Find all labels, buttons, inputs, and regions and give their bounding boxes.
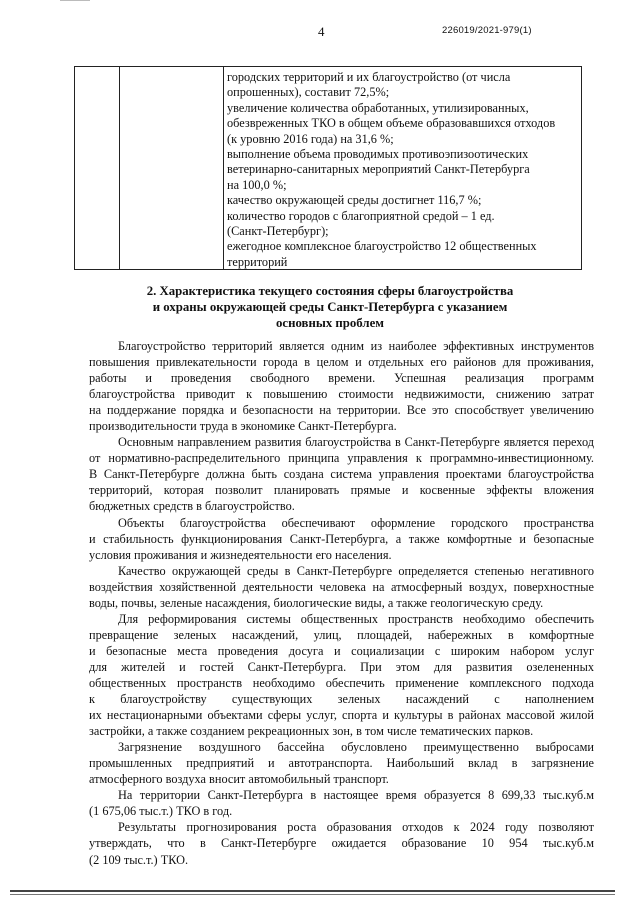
body-line: воды, почвы, зеленые насаждения, биологические виды, а также геологическую среду. [89, 595, 544, 610]
body-line: атмосферного воздуха вносит автомобильный транспорт. [89, 772, 389, 787]
table-text-line: (к уровню 2016 года) на 31,6 %; [227, 131, 394, 146]
document-id: 226019/2021-979(1) [442, 25, 532, 36]
page-bottom-rule [10, 890, 615, 892]
body-line: их нестационарными объектами сферы услуг, спорта и культуры в районах массовой жилой [89, 708, 594, 723]
table-text-line: качество окружающей среды достигнет 116,7 %; [227, 193, 482, 208]
body-line: повышения привлекательности города в целом и отдельных его районов для проживания, [89, 355, 594, 370]
body-line: условия проживания и жизнедеятельности его населения. [89, 547, 392, 562]
body-line: от нормативно-распределительного принципа управления к программно-инвестиционному. [89, 451, 594, 466]
body-line: бюджетных средств в благоустройство. [89, 499, 295, 514]
body-line: В Санкт-Петербурге должна быть создана система управления проектами благоустройства [89, 467, 594, 482]
body-line: и безопасные места проведения досуга и социализации с широким набором услуг [89, 643, 594, 658]
table-cell-indicators [227, 70, 577, 270]
body-line: работы и проведения свободного времени. Успешная реализация программ [89, 371, 594, 386]
targets-table [74, 66, 582, 270]
body-line: Основным направлением развития благоустройства в Санкт-Петербурге является переход [118, 435, 594, 450]
table-text-line: на 100,0 %; [227, 177, 287, 192]
page-bottom-rule-thin [10, 894, 615, 895]
body-line: (1 675,06 тыс.т.) ТКО в год. [89, 804, 233, 819]
body-line: Объекты благоустройства обеспечивают оформление городского пространства [118, 515, 594, 530]
body-line: На территории Санкт-Петербурга в настоящее время образуется 8 699,33 тыс.куб.м [118, 788, 594, 803]
body-line: Благоустройство территорий является одним из наиболее эффективных инструментов [118, 339, 594, 353]
body-line: для жителей и гостей Санкт-Петербурга. При этом для развития озелененных [89, 659, 594, 674]
body-line: превращение зеленых насаждений, улиц, площадей, набережных в комфортные [89, 627, 594, 642]
body-line: на поддержание порядка и безопасности на территории. Все это способствует увеличению [89, 403, 594, 418]
body-line: Для реформирования системы общественных пространств необходимо обеспечить [118, 611, 594, 626]
table-text-line: обезвреженных ТКО в общем объеме образовавшихся отходов [227, 116, 556, 131]
top-edge-mark [60, 0, 90, 1]
section-heading-line: основных проблем [276, 316, 384, 331]
body-line: к благоустройству существующих зеленых насаждений с наполнением [89, 692, 594, 707]
body-line: воздействия хозяйственной деятельности человека на атмосферный воздух, поверхностные [89, 579, 594, 594]
table-text-line: количество городов с благоприятной средой – 1 ед. [227, 208, 495, 223]
body-line: и стабильность функционирования Санкт-Петербурга, а также комфортные и безопасные [89, 531, 594, 546]
body-line: промышленных предприятий и автотранспорта. Наибольший вклад в загрязнение [89, 756, 594, 771]
section-heading [70, 283, 590, 332]
table-text-line: увеличение количества обработанных, утилизированных, [227, 100, 529, 115]
body-line: благоустройства приводит к повышению стоимости недвижимости, снижению затрат [89, 387, 594, 402]
table-cell-name [120, 67, 224, 269]
body-line: Качество окружающей среды в Санкт-Петербурге определяется степенью негативного [118, 563, 594, 578]
page-number: 4 [318, 24, 325, 39]
table-text-line: опрошенных), составит 72,5%; [227, 85, 390, 100]
body-line: (2 109 тыс.т.) ТКО. [89, 852, 189, 867]
body-line: Загрязнение воздушного бассейна обусловлено преимущественно выбросами [118, 740, 594, 755]
table-text-line: выполнение объема проводимых противоэпизоотических [227, 147, 529, 162]
body-line: Результаты прогнозирования роста образования отходов к 2024 году позволяют [118, 820, 594, 835]
body-line: производительности труда в экономике Санкт-Петербурга. [89, 419, 397, 434]
body-line: застройки, а также созданием рекреационных зон, в том числе тематических парков. [89, 724, 534, 739]
table-cell-number [75, 67, 120, 269]
table-text-line: городских территорий и их благоустройство (от числа [227, 70, 511, 84]
table-text-line: территорий [227, 254, 288, 269]
body-text [89, 338, 594, 868]
body-line: общественных пространств необходимо обеспечить применение комплексного подхода [89, 675, 594, 690]
table-text-line: (Санкт-Петербург); [227, 224, 329, 239]
table-text-line: ветеринарно-санитарных мероприятий Санкт-Петербурга [227, 162, 530, 177]
table-text-line: ежегодное комплексное благоустройство 12 общественных [227, 239, 537, 254]
body-line: утверждать, что в Санкт-Петербурге ожидается образование 10 954 тыс.куб.м [89, 836, 594, 851]
section-heading-line: 2. Характеристика текущего состояния сферы благоустройства [146, 284, 514, 298]
section-heading-line: и охраны окружающей среды Санкт-Петербурга с указанием [152, 300, 508, 315]
body-line: территорий, которая позволит планировать прямые и косвенные эффекты вложения [89, 483, 594, 498]
